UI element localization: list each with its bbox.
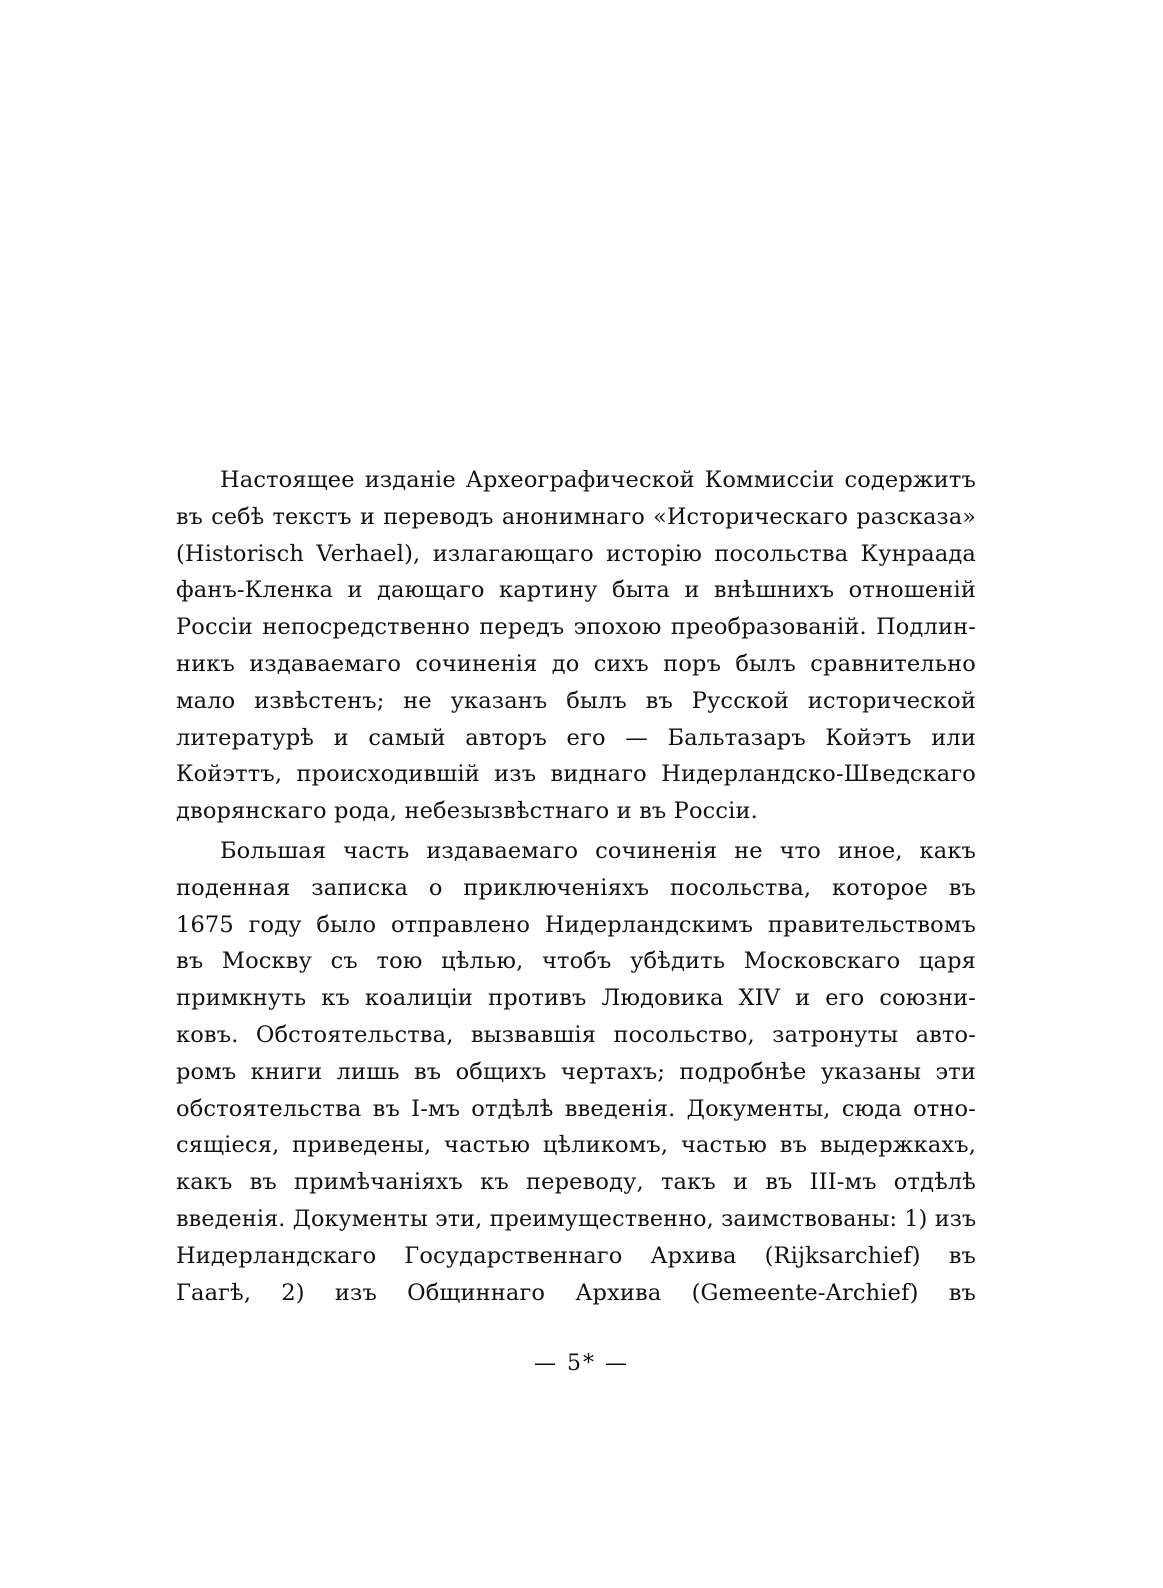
text-line: Россіи непосредственно передъ эпохою преобразованій. Подлин- (176, 614, 976, 641)
text-line: ромъ книги лишь въ общихъ чертахъ; подробнѣе указаны эти (176, 1058, 976, 1085)
text-line: мало извѣстенъ; не указанъ былъ въ Русской исторической (176, 687, 976, 714)
paragraph-1 (176, 462, 976, 830)
text-line: обстоятельства въ I-мъ отдѣлѣ введенія. Документы, сюда отно- (176, 1095, 976, 1122)
text-line: какъ въ примѣчаніяхъ къ переводу, такъ и въ III-мъ отдѣлѣ (176, 1169, 976, 1196)
text-line: Настоящее изданіе Археографической Коммиссіи содержитъ (220, 467, 976, 493)
text-line: въ себѣ текстъ и переводъ анонимнаго «Историческаго разсказа» (176, 503, 976, 530)
text-line: фанъ-Кленка и дающаго картину быта и внѣшнихъ отношеній (176, 577, 976, 604)
body-text (176, 462, 976, 1311)
text-line: никъ издаваемаго сочиненія до сихъ поръ былъ сравнительно (176, 650, 976, 677)
text-line: Большая часть издаваемаго сочиненія не что иное, какъ (220, 837, 976, 864)
text-line: сящіеся, приведены, частью цѣликомъ, частью въ выдержкахъ, (176, 1132, 976, 1159)
text-line: въ Москву съ тою цѣлью, чтобъ убѣдить Московскаго царя (176, 948, 976, 975)
text-line: Койэттъ, происходившій изъ виднаго Нидерландско-Шведскаго (176, 761, 976, 788)
text-line: Нидерландскаго Государственнаго Архива (Rijksarchief) въ (176, 1242, 976, 1269)
text-line: примкнуть къ коалиціи противъ Людовика XIV и его союзни- (176, 985, 976, 1012)
text-line: поденная записка о приключеніяхъ посольства, которое въ (176, 874, 976, 901)
text-line: Гаагѣ, 2) изъ Общиннаго Архива (Gemeente-Archief) въ (176, 1279, 976, 1306)
paragraph-2 (176, 833, 976, 1311)
text-line: дворянскаго рода, небезызвѣстнаго и въ Россіи. (176, 798, 758, 825)
text-line: литературѣ и самый авторъ его — Бальтазаръ Койэтъ или (176, 724, 976, 751)
text-line: (Historisch Verhael), излагающаго исторію посольства Кунраада (176, 540, 976, 567)
text-line: ковъ. Обстоятельства, вызвавшія посольство, затронуты авто- (176, 1021, 976, 1048)
text-line: введенія. Документы эти, преимущественно, заимствованы: 1) изъ (176, 1205, 977, 1232)
page-number: — 5* — (534, 1351, 629, 1376)
text-line: 1675 году было отправлено Нидерландскимъ правительствомъ (176, 911, 976, 938)
